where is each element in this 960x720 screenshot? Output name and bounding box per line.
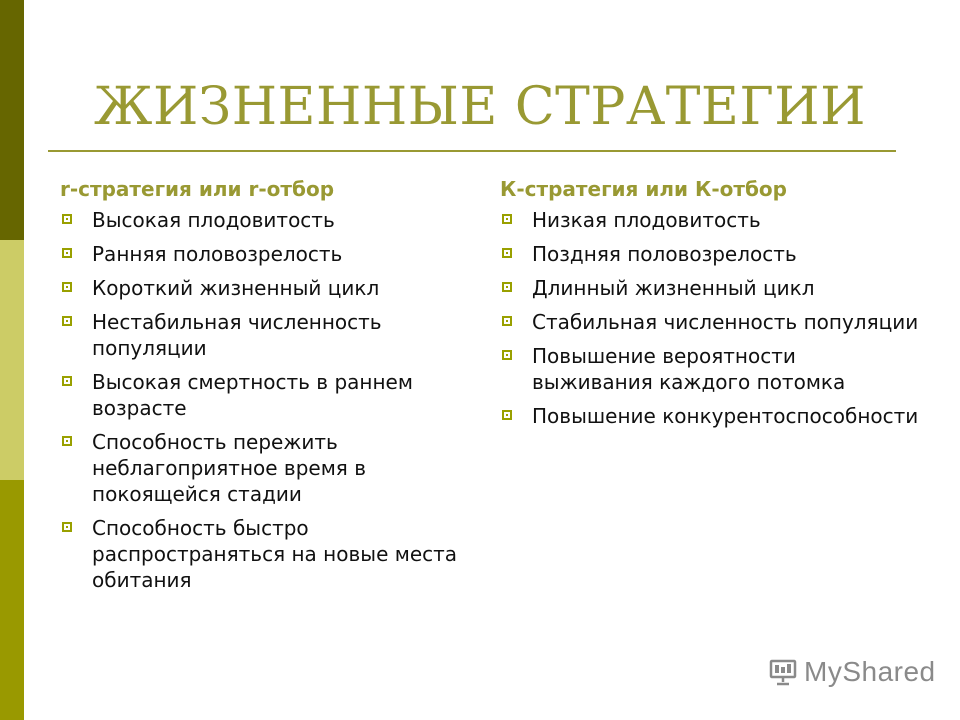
square-bullet-icon: [502, 214, 512, 224]
square-bullet-icon: [502, 410, 512, 420]
k-strategy-column: [500, 175, 920, 437]
list-item-text: Нестабильная численность популяции: [92, 310, 382, 360]
sidebar-segment-bottom: [0, 480, 24, 720]
list-item-text: Ранняя половозрелость: [92, 242, 343, 266]
list-item-text: Способность быстро распространяться на новые места обитания: [92, 516, 458, 592]
title-divider: [48, 150, 896, 152]
list-item-text: Поздняя половозрелость: [532, 242, 797, 266]
logo-text: MyShared: [804, 656, 936, 687]
list-item: [60, 275, 460, 301]
list-item: [60, 369, 460, 421]
list-item-text: Высокая смертность в раннем возрасте: [92, 370, 413, 420]
square-bullet-icon: [62, 282, 72, 292]
myshared-logo[interactable]: [768, 654, 936, 690]
list-item: [60, 207, 460, 233]
list-item: [60, 241, 460, 267]
list-item: [60, 309, 460, 361]
presentation-board-icon: [768, 657, 798, 687]
square-bullet-icon: [62, 376, 72, 386]
k-strategy-list: [500, 207, 920, 429]
square-bullet-icon: [62, 316, 72, 326]
list-item: [500, 275, 920, 301]
list-item: [60, 429, 460, 507]
square-bullet-icon: [502, 248, 512, 258]
square-bullet-icon: [502, 350, 512, 360]
square-bullet-icon: [62, 214, 72, 224]
list-item: [60, 515, 460, 593]
list-item-text: Низкая плодовитость: [532, 208, 761, 232]
square-bullet-icon: [62, 522, 72, 532]
r-strategy-heading: r-стратегия или r-отбор: [60, 177, 335, 201]
r-strategy-column: [60, 175, 460, 601]
slide-title: ЖИЗНЕННЫЕ СТРАТЕГИИ: [94, 77, 866, 137]
list-item-text: Высокая плодовитость: [92, 208, 335, 232]
list-item-text: Способность пережить неблагоприятное время в покоящейся стадии: [92, 430, 366, 506]
square-bullet-icon: [62, 248, 72, 258]
k-strategy-heading: К-стратегия или К-отбор: [500, 177, 787, 201]
square-bullet-icon: [62, 436, 72, 446]
r-strategy-list: [60, 207, 460, 593]
list-item-text: Стабильная численность популяции: [532, 310, 919, 334]
sidebar-segment-middle: [0, 240, 24, 480]
list-item: [500, 241, 920, 267]
square-bullet-icon: [502, 282, 512, 292]
square-bullet-icon: [502, 316, 512, 326]
list-item-text: Повышение вероятности выживания каждого потомка: [532, 344, 846, 394]
list-item: [500, 207, 920, 233]
list-item-text: Длинный жизненный цикл: [532, 276, 815, 300]
list-item: [500, 309, 920, 335]
list-item: [500, 343, 920, 395]
list-item-text: Повышение конкурентоспособности: [532, 404, 919, 428]
list-item: [500, 403, 920, 429]
list-item-text: Короткий жизненный цикл: [92, 276, 380, 300]
